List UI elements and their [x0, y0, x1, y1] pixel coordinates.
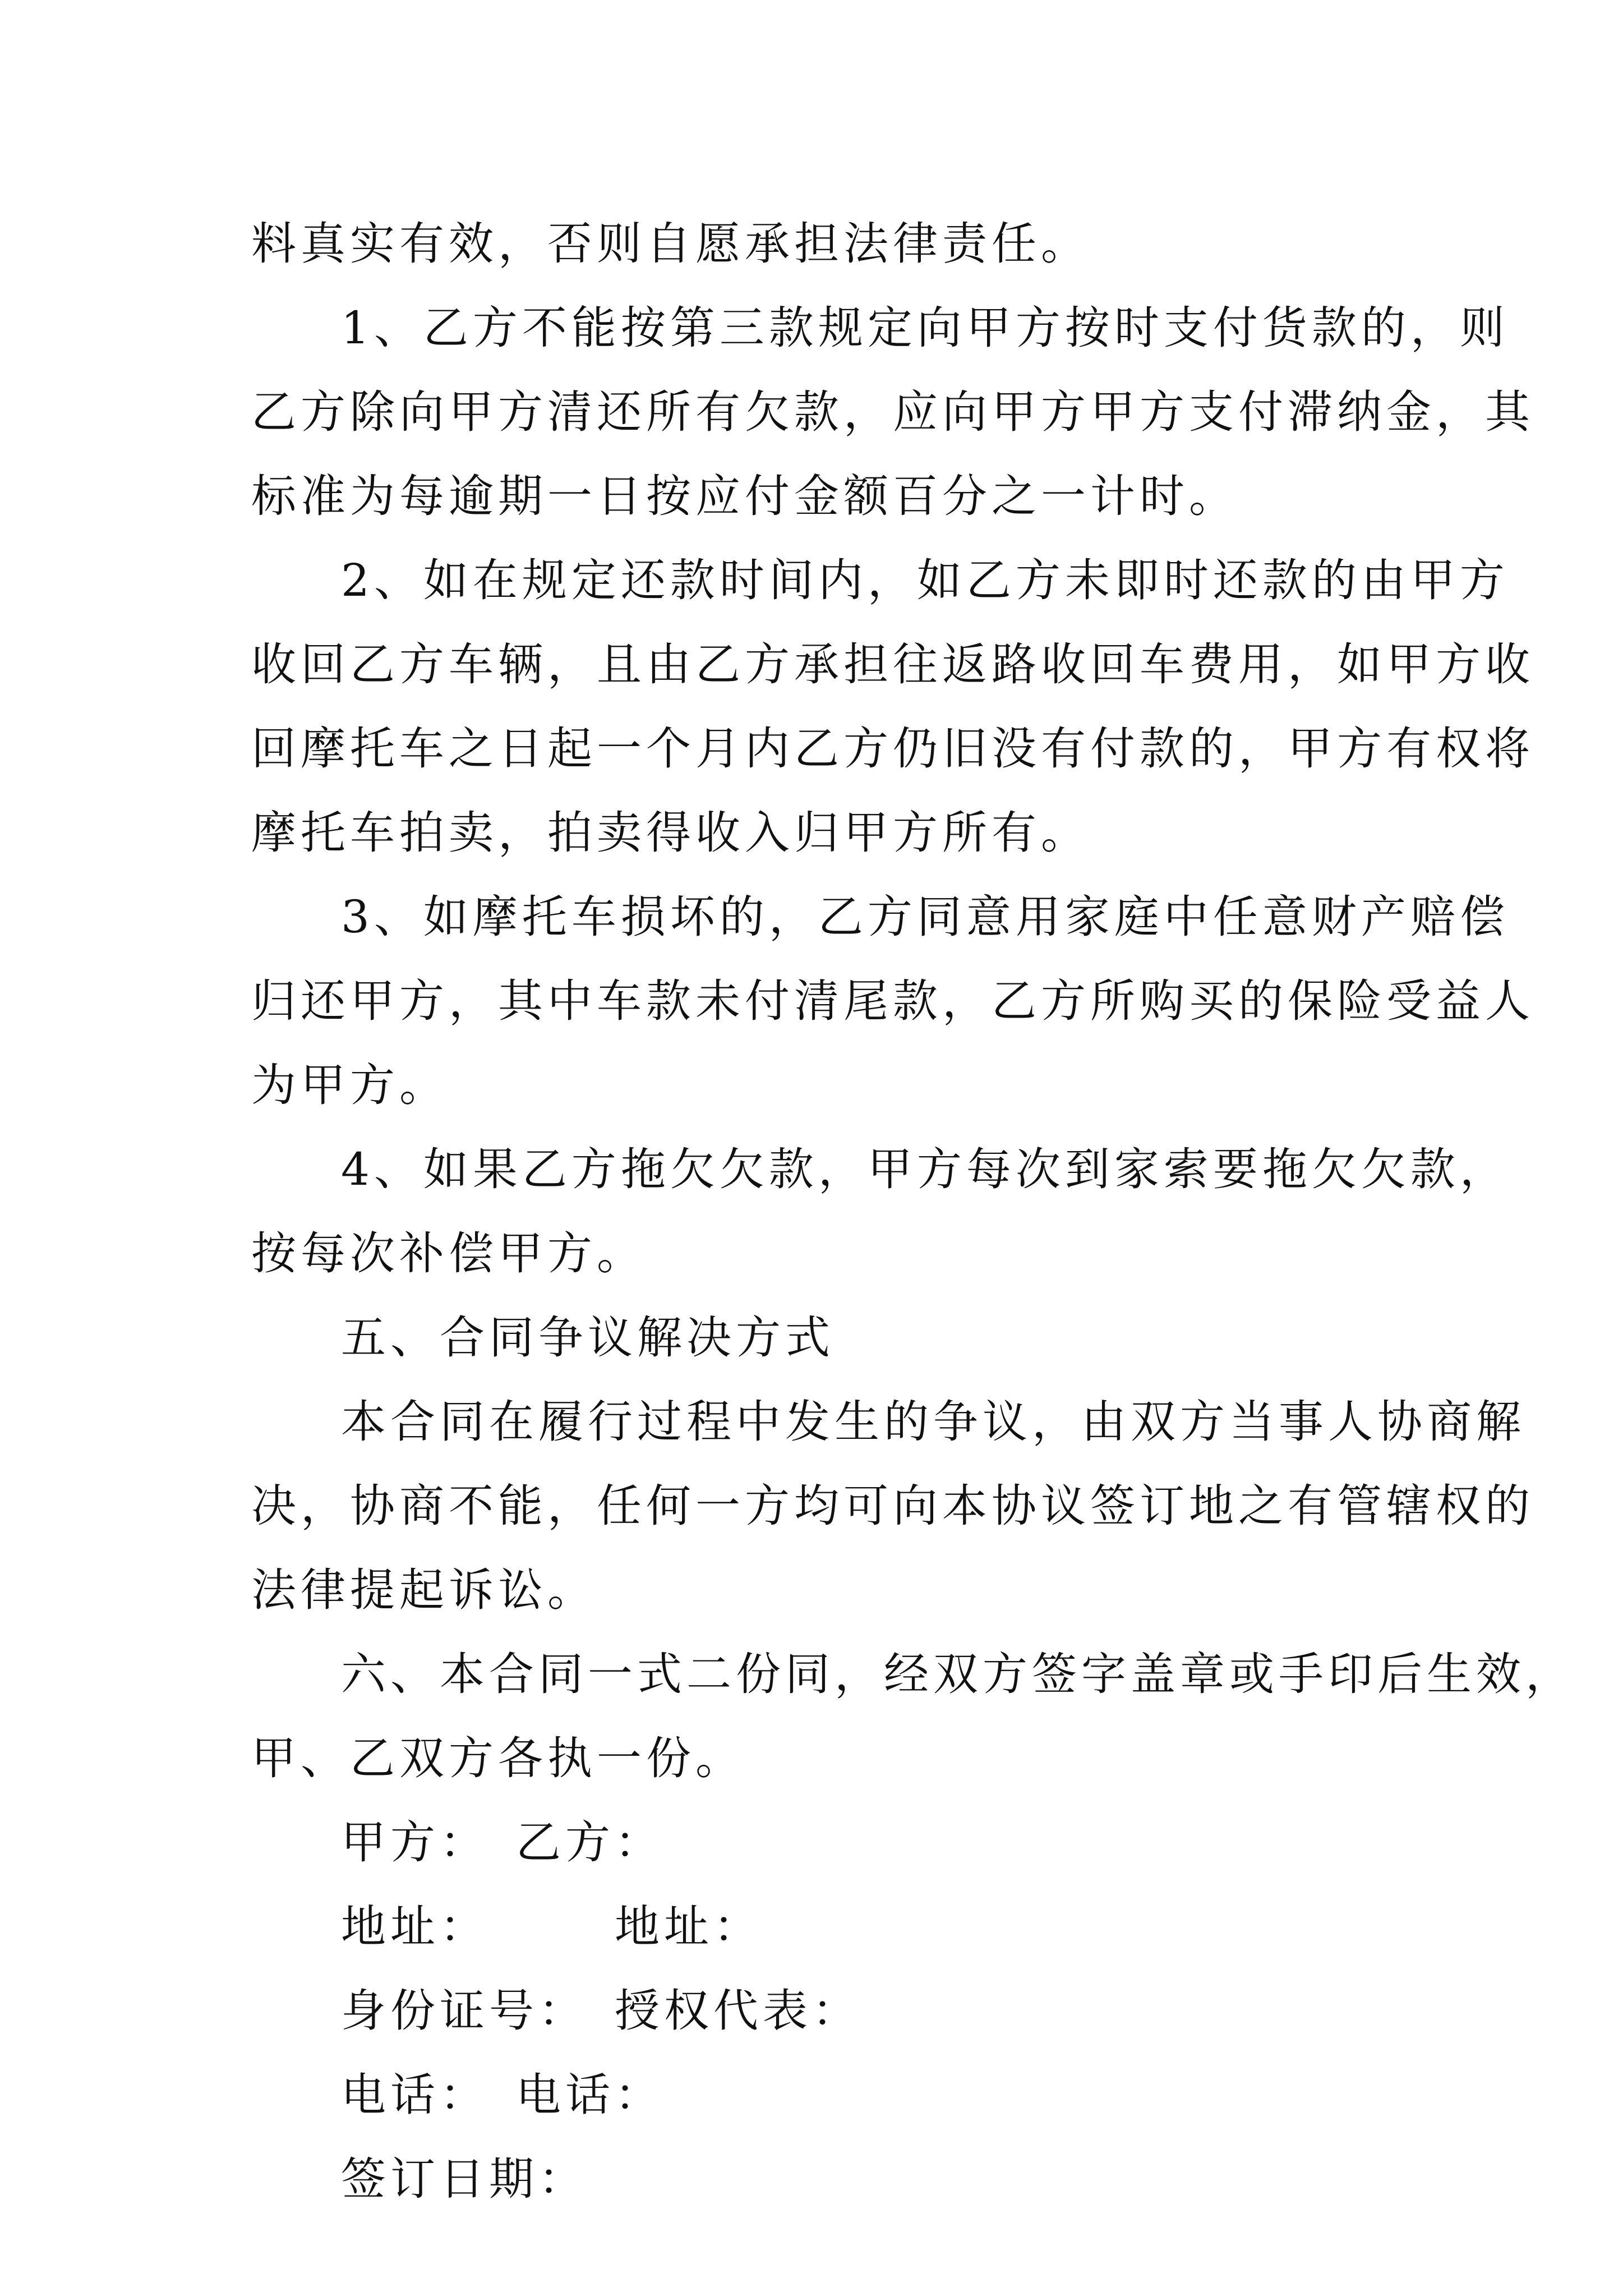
- clause-3-line: 3、如摩托车损坏的，乙方同意用家庭中任意财产赔偿: [341, 891, 1509, 943]
- clause-2-line: 2、如在规定还款时间内，如乙方未即时还款的由甲方: [341, 554, 1509, 606]
- signature-address-line: 地址： 地址：: [341, 1901, 763, 1953]
- text-line: 料真实有效，否则自愿承担法律责任。: [251, 218, 1090, 270]
- clause-1-line: 1、乙方不能按第三款规定向甲方按时支付货款的，则: [341, 302, 1509, 354]
- text-line: 收回乙方车辆，且由乙方承担往返路收回车费用，如甲方收: [251, 638, 1534, 691]
- section-heading-copies: 六、本合同一式二份同，经双方签字盖章或手印后生效，: [341, 1648, 1575, 1700]
- signature-date-line: 签订日期：: [341, 2153, 588, 2205]
- dispute-paragraph-line: 本合同在履行过程中发生的争议，由双方当事人协商解: [341, 1396, 1525, 1448]
- text-line: 摩托车拍卖，拍卖得收入归甲方所有。: [251, 807, 1090, 859]
- signature-id-line: 身份证号： 授权代表：: [341, 1985, 861, 2037]
- text-line: 法律提起诉讼。: [251, 1564, 597, 1616]
- text-line: 乙方除向甲方清还所有欠款，应向甲方甲方支付滞纳金，其: [251, 386, 1534, 438]
- section-heading-dispute: 五、合同争议解决方式: [341, 1312, 834, 1364]
- text-line: 标准为每逾期一日按应付金额百分之一计时。: [251, 470, 1238, 522]
- text-line: 归还甲方，其中车款未付清尾款，乙方所购买的保险受益人: [251, 975, 1534, 1027]
- text-line: 甲、乙双方各执一份。: [251, 1732, 745, 1784]
- text-line: 按每次补偿甲方。: [251, 1227, 646, 1280]
- signature-party-line: 甲方： 乙方：: [341, 1816, 664, 1869]
- text-line: 为甲方。: [251, 1059, 449, 1111]
- document-body: [251, 202, 1575, 2221]
- clause-4-line: 4、如果乙方拖欠欠款，甲方每次到家索要拖欠欠款，: [341, 1143, 1509, 1195]
- text-line: 决，协商不能，任何一方均可向本协议签订地之有管辖权的: [251, 1480, 1534, 1532]
- text-line: 回摩托车之日起一个月内乙方仍旧没有付款的，甲方有权将: [251, 723, 1534, 775]
- signature-phone-line: 电话： 电话：: [341, 2069, 664, 2121]
